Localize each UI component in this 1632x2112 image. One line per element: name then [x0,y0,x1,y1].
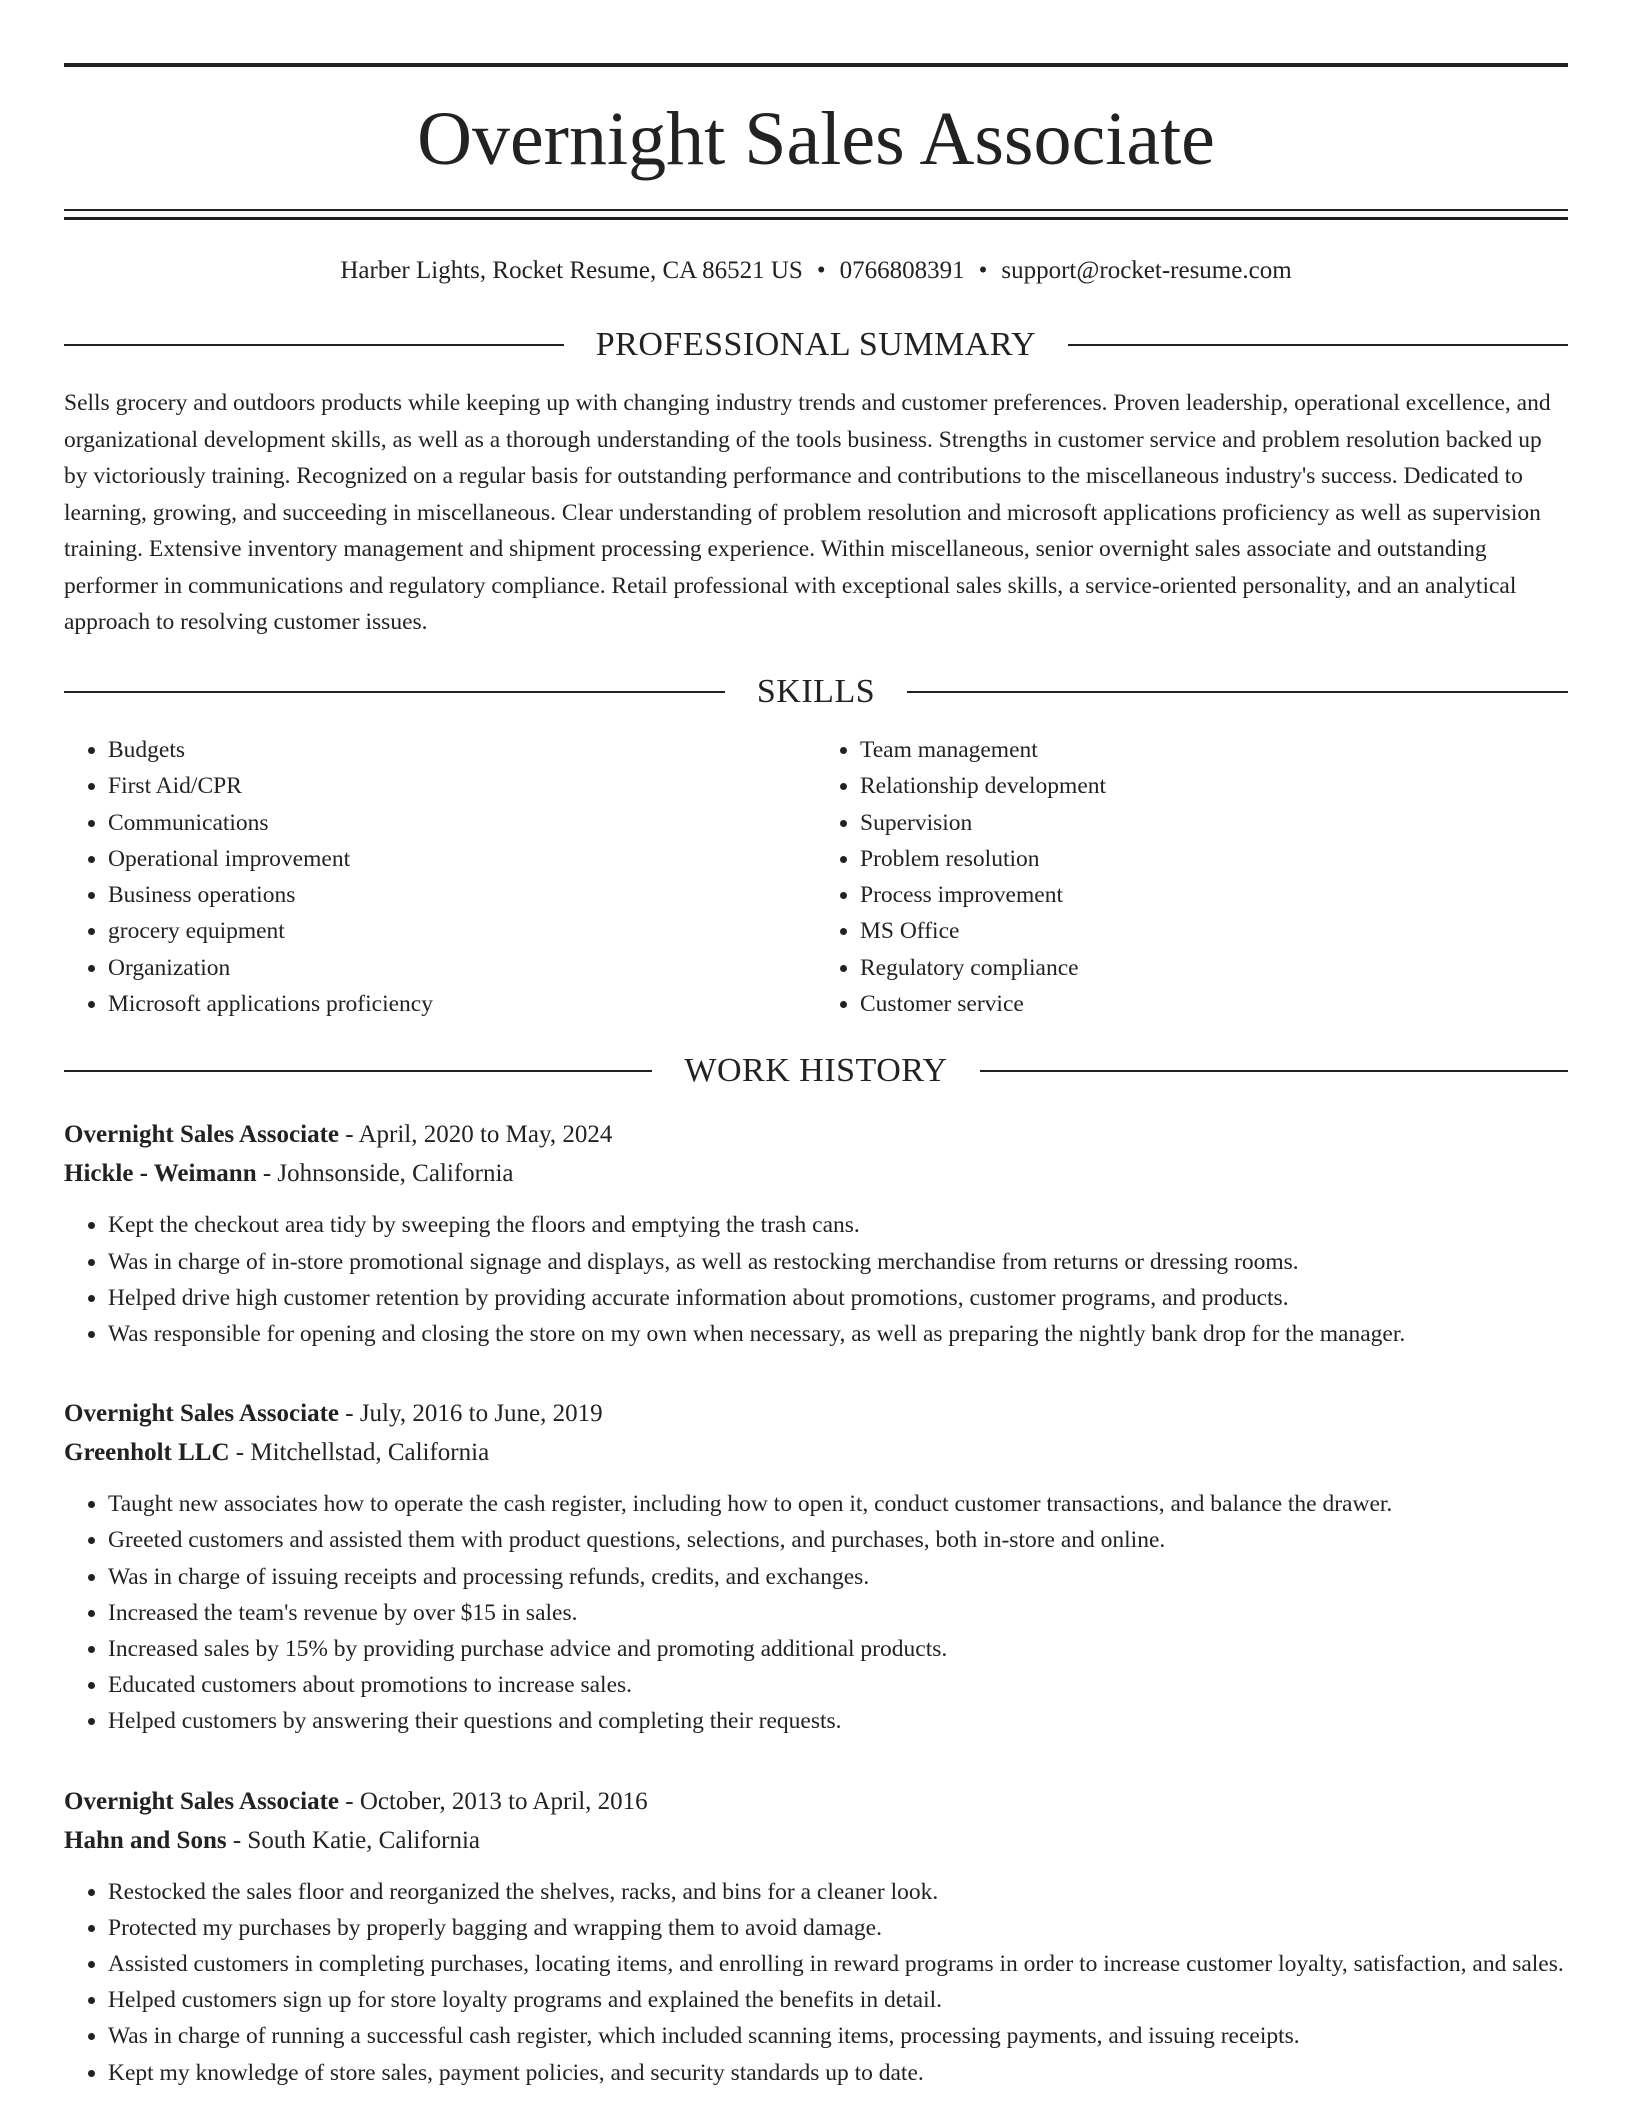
job-dates: - July, 2016 to June, 2019 [345,1400,603,1428]
job-bullets [64,1874,1568,2091]
job-bullet: • Kept my knowledge of store sales, payment policies, and security standards up to date. [108,2055,1568,2091]
job-entry [64,1394,1568,1739]
job-title: Overnight Sales Associate [64,1400,339,1428]
job-bullet: • Assisted customers in completing purchases, locating items, and enrolling in reward programs in order to increase customer loyalty, satisfaction, and sales. [108,1946,1568,1982]
contact-phone: 0766808391 [839,257,965,284]
job-bullet: • Helped customers sign up for store loyalty programs and explained the benefits in detail. [108,1982,1568,2018]
summary-text: Sells grocery and outdoors products while keeping up with changing industry trends and customer preferences. Proven leadership, operational excellence, and organizational development skills, as well as a thorough understanding of the tools business. Strengths in customer service and problem resolution backed up by victoriously training. Recognized on a regular basis for outstanding performance and contributions to the miscellaneous industry's success. Dedicated to learning, growing, and succeeding in miscellaneous. Clear understanding of problem resolution and microsoft applications proficiency as well as supervision training. Extensive inventory management and shipment processing experience. Within miscellaneous, senior overnight sales associate and outstanding performer in communications and regulatory compliance. Retail professional with exceptional sales skills, a service-oriented personality, and an analytical approach to resolving customer issues. [64,390,1551,636]
skill-item: • First Aid/CPR [108,768,816,804]
section-rule [64,691,725,693]
skill-item: • Business operations [108,877,816,913]
section-rule [64,1070,652,1072]
skill-item: • Regulatory compliance [860,950,1568,986]
resume-title: Overnight Sales Associate [417,97,1215,181]
section-rule [64,344,564,346]
job-bullet: • Increased the team's revenue by over $15 in sales. [108,1595,1568,1631]
job-title: Overnight Sales Associate [64,1121,339,1149]
job-bullet: • Was in charge of in-store promotional signage and displays, as well as restocking merchandise from returns or dressing rooms. [108,1244,1568,1280]
job-location: - South Katie, California [232,1826,481,1854]
section-title: SKILLS [756,672,876,710]
header-bottom-rule [64,209,1568,211]
job-title-line [64,1394,1568,1433]
section-rule [980,1070,1568,1072]
job-bullet: • Was in charge of issuing receipts and processing refunds, credits, and exchanges. [108,1559,1568,1595]
header-bottom-rule-thick [64,217,1568,220]
skill-item: • grocery equipment [108,913,816,949]
section-title: WORK HISTORY [684,1051,948,1089]
work-history-list [64,1115,1568,2090]
job-title-line [64,1782,1568,1821]
skill-item: • MS Office [860,913,1568,949]
section-header-summary [64,326,1568,363]
job-company-line [64,1433,1568,1472]
job-company-line [64,1154,1568,1193]
section-rule [907,691,1568,693]
section-header-skills [64,673,1568,710]
contact-separator: • [816,257,826,284]
contact-address: Harber Lights, Rocket Resume, CA 86521 US [340,257,803,284]
skill-item: • Supervision [860,805,1568,841]
section-title: PROFESSIONAL SUMMARY [595,326,1037,363]
job-dates: - April, 2020 to May, 2024 [345,1121,613,1149]
job-company-line [64,1821,1568,1860]
skill-item: • Customer service [860,986,1568,1022]
skill-item: • Team management [860,732,1568,768]
job-company: Hahn and Sons [64,1826,227,1854]
job-company: Greenholt LLC [64,1439,230,1467]
skills-list-right [816,732,1568,1022]
section-header-work [64,1052,1568,1089]
job-title-line [64,1115,1568,1154]
job-bullet: • Helped customers by answering their questions and completing their requests. [108,1703,1568,1739]
job-bullet: • Kept the checkout area tidy by sweeping the floors and emptying the trash cans. [108,1207,1568,1243]
skill-item: • Communications [108,805,816,841]
section-rule [1068,344,1568,346]
job-title: Overnight Sales Associate [64,1787,339,1815]
contact-email: support@rocket-resume.com [1001,257,1292,284]
job-bullet: • Was in charge of running a successful cash register, which included scanning items, processing payments, and issuing receipts. [108,2018,1568,2054]
skill-item: • Budgets [108,732,816,768]
job-company: Hickle - Weimann [64,1160,257,1188]
skill-item: • Organization [108,950,816,986]
job-bullet: • Helped drive high customer retention by providing accurate information about promotions, customer programs, and products. [108,1280,1568,1316]
contact-separator: • [978,257,988,284]
skill-item: • Operational improvement [108,841,816,877]
skill-item: • Process improvement [860,877,1568,913]
contact-line [64,256,1568,286]
job-entry [64,1115,1568,1352]
job-entry [64,1782,1568,2091]
skills-list-left [64,732,816,1022]
job-bullet: • Was responsible for opening and closing the store on my own when necessary, as well as preparing the nightly bank drop for the manager. [108,1316,1568,1352]
job-bullet: • Increased sales by 15% by providing purchase advice and promoting additional products. [108,1631,1568,1667]
skills-columns [64,732,1568,1022]
job-bullets [64,1486,1568,1739]
job-bullet: • Educated customers about promotions to increase sales. [108,1667,1568,1703]
job-dates: - October, 2013 to April, 2016 [345,1787,648,1815]
skill-item: • Problem resolution [860,841,1568,877]
job-bullet: • Greeted customers and assisted them with product questions, selections, and purchases, both in-store and online. [108,1522,1568,1558]
job-location: - Mitchellstad, California [235,1439,490,1467]
job-bullet: • Taught new associates how to operate the cash register, including how to open it, conduct customer transactions, and balance the drawer. [108,1486,1568,1522]
job-bullet: • Restocked the sales floor and reorganized the shelves, racks, and bins for a cleaner look. [108,1874,1568,1910]
job-bullets [64,1207,1568,1352]
skill-item: • Relationship development [860,768,1568,804]
job-bullet: • Protected my purchases by properly bagging and wrapping them to avoid damage. [108,1910,1568,1946]
skill-item: • Microsoft applications proficiency [108,986,816,1022]
job-location: - Johnsonside, California [262,1160,514,1188]
